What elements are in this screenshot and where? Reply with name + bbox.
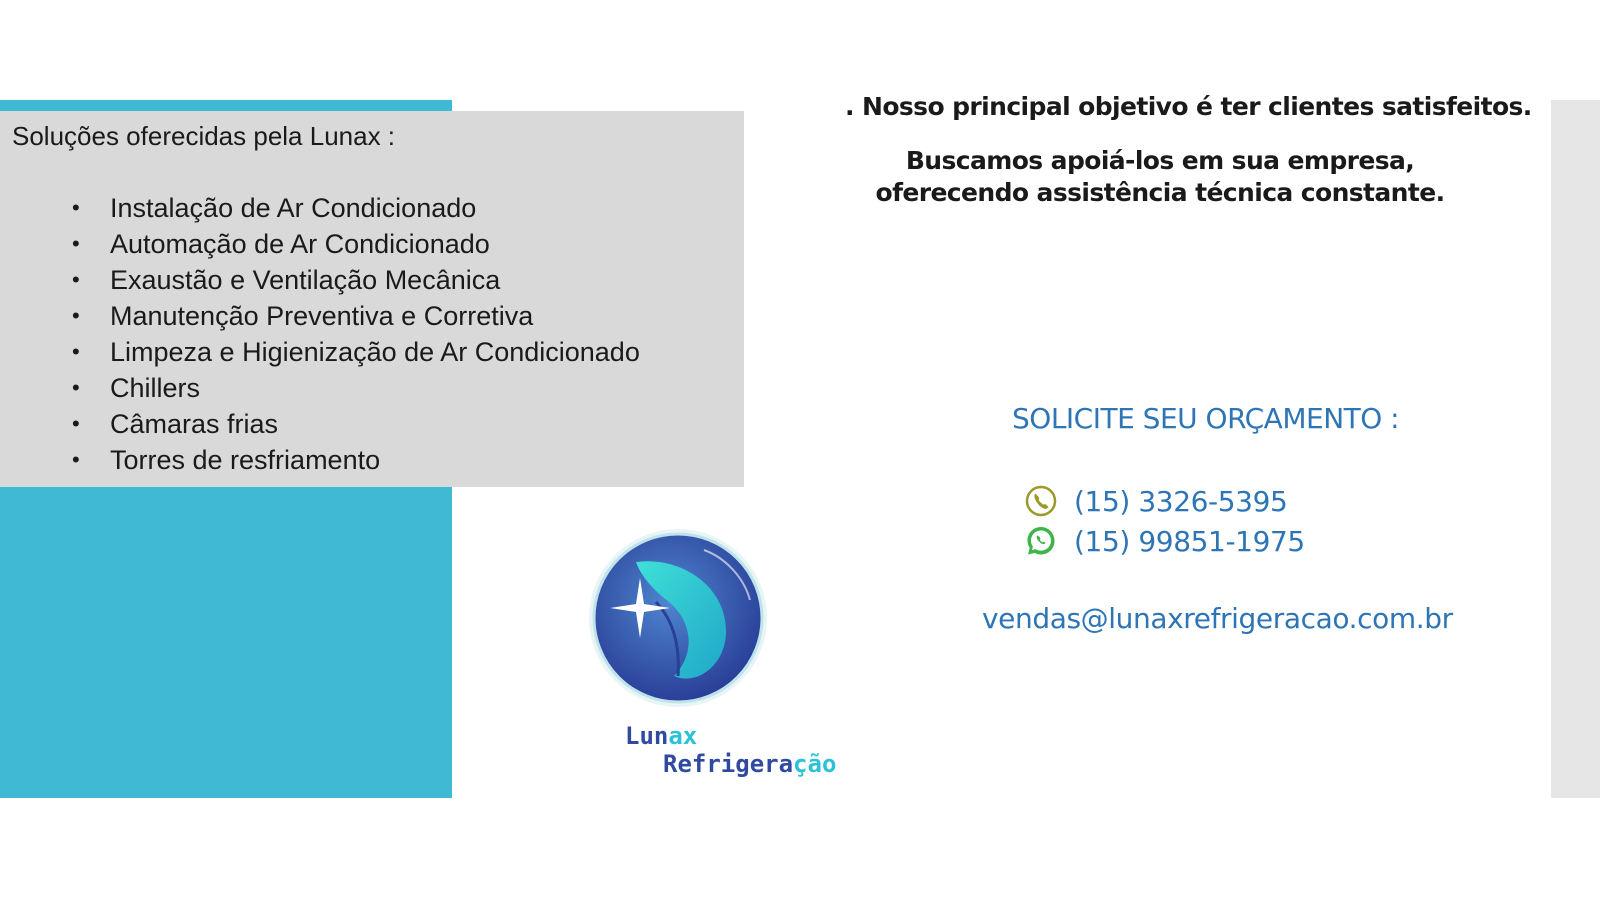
logo-wordmark-line2: Refrigeração xyxy=(663,750,837,778)
objective-text: . Nosso principal objetivo é ter clientes satisfeitos. xyxy=(845,92,1532,121)
service-label: Chillers xyxy=(110,373,201,403)
whatsapp-number[interactable]: (15) 99851-1975 xyxy=(1074,524,1305,558)
phone-row xyxy=(1024,482,1287,520)
right-gray-strip xyxy=(1551,100,1600,798)
service-label: Manutenção Preventiva e Corretiva xyxy=(110,301,534,331)
whatsapp-row xyxy=(1024,522,1305,560)
service-label: Limpeza e Higienização de Ar Condicionado xyxy=(110,337,640,367)
service-label: Automação de Ar Condicionado xyxy=(110,229,490,259)
bullet-icon: • xyxy=(72,303,80,328)
support-text: Buscamos apoiá-los em sua empresa, oferecendo assistência técnica constante. xyxy=(875,146,1445,207)
service-item xyxy=(0,298,640,334)
service-item xyxy=(0,226,640,262)
leaf-globe-logo xyxy=(586,526,770,710)
phone-number[interactable]: (15) 3326-5395 xyxy=(1074,484,1288,518)
service-label: Exaustão e Ventilação Mecânica xyxy=(110,265,501,295)
service-item xyxy=(0,406,640,442)
bullet-icon: • xyxy=(72,447,80,472)
email-link[interactable]: vendas@lunaxrefrigeracao.com.br xyxy=(982,602,1453,635)
service-label: Torres de resfriamento xyxy=(110,445,381,475)
bullet-icon: • xyxy=(72,375,80,400)
service-item xyxy=(0,370,640,406)
bullet-icon: • xyxy=(72,231,80,256)
service-item xyxy=(0,334,640,370)
bullet-icon: • xyxy=(72,195,80,220)
service-item xyxy=(0,442,640,478)
logo-wordmark-line1: Lunax xyxy=(625,722,698,750)
bullet-icon: • xyxy=(72,339,80,364)
service-label: Câmaras frias xyxy=(110,409,279,439)
bullet-icon: • xyxy=(72,267,80,292)
service-item xyxy=(0,190,640,226)
phone-icon xyxy=(1024,484,1058,518)
services-list xyxy=(0,190,640,478)
services-title: Soluções oferecidas pela Lunax : xyxy=(12,121,396,151)
service-item xyxy=(0,262,640,298)
bullet-icon: • xyxy=(72,411,80,436)
whatsapp-icon xyxy=(1024,524,1058,558)
quote-request-heading: SOLICITE SEU ORÇAMENTO : xyxy=(1012,402,1400,435)
service-label: Instalação de Ar Condicionado xyxy=(110,193,477,223)
